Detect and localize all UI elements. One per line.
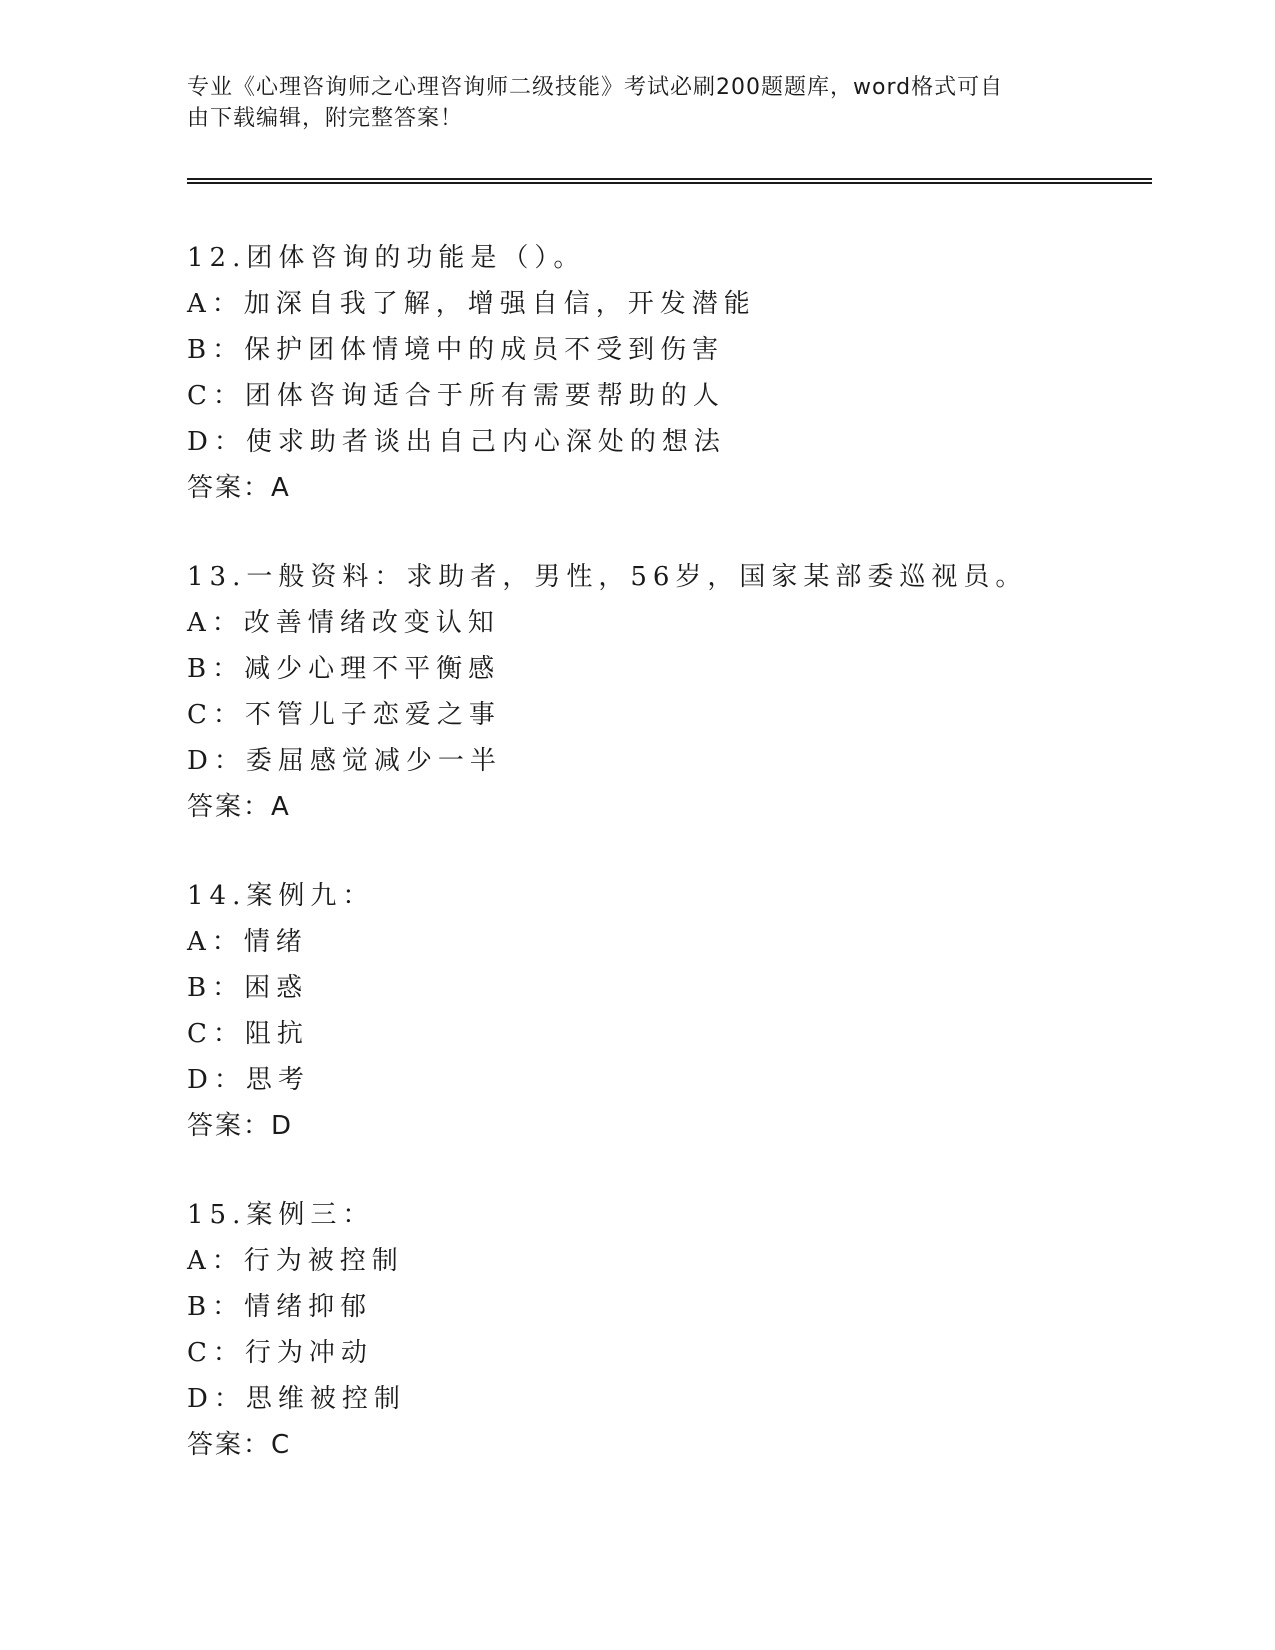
option-b: B：情绪抑郁 bbox=[187, 1292, 373, 1322]
option-a: A：情绪 bbox=[187, 927, 308, 957]
option-d: D：思考 bbox=[187, 1065, 310, 1095]
question-stem: 15.案例三： bbox=[187, 1200, 375, 1230]
option-b: B：困惑 bbox=[187, 973, 309, 1003]
header-line-1: 专业《心理咨询师之心理咨询师二级技能》考试必刷200题题库，word格式可自 bbox=[187, 75, 1004, 100]
question-13 bbox=[187, 554, 1087, 830]
option-b: B：减少心理不平衡感 bbox=[187, 654, 501, 684]
option-c: C：团体咨询适合于所有需要帮助的人 bbox=[187, 381, 725, 411]
option-b: B：保护团体情境中的成员不受到伤害 bbox=[187, 335, 725, 365]
header-divider-top bbox=[187, 178, 1152, 180]
option-a: A：加深自我了解，增强自信，开发潜能 bbox=[187, 289, 756, 319]
header-divider-bottom bbox=[187, 182, 1152, 184]
question-stem: 13.一般资料：求助者，男性，56岁，国家某部委巡视员。 bbox=[187, 562, 1028, 592]
answer-line: 答案：A bbox=[187, 792, 291, 822]
question-stem: 14.案例九： bbox=[187, 881, 375, 911]
question-stem: 12.团体咨询的功能是（）。 bbox=[187, 243, 586, 273]
option-a: A：改善情绪改变认知 bbox=[187, 608, 500, 638]
question-12 bbox=[187, 235, 1087, 511]
option-d: D：思维被控制 bbox=[187, 1384, 406, 1414]
option-c: C：不管儿子恋爱之事 bbox=[187, 700, 501, 730]
question-15 bbox=[187, 1192, 1087, 1468]
option-c: C：阻抗 bbox=[187, 1019, 309, 1049]
option-a: A：行为被控制 bbox=[187, 1246, 404, 1276]
option-d: D：委屈感觉减少一半 bbox=[187, 746, 502, 776]
header-line-2: 由下载编辑，附完整答案！ bbox=[187, 106, 464, 131]
question-14 bbox=[187, 873, 1087, 1149]
answer-line: 答案：A bbox=[187, 473, 291, 503]
answer-line: 答案：D bbox=[187, 1111, 294, 1141]
option-d: D：使求助者谈出自己内心深处的想法 bbox=[187, 427, 726, 457]
option-c: C：行为冲动 bbox=[187, 1338, 373, 1368]
answer-line: 答案：C bbox=[187, 1430, 292, 1460]
document-header bbox=[187, 72, 1067, 134]
